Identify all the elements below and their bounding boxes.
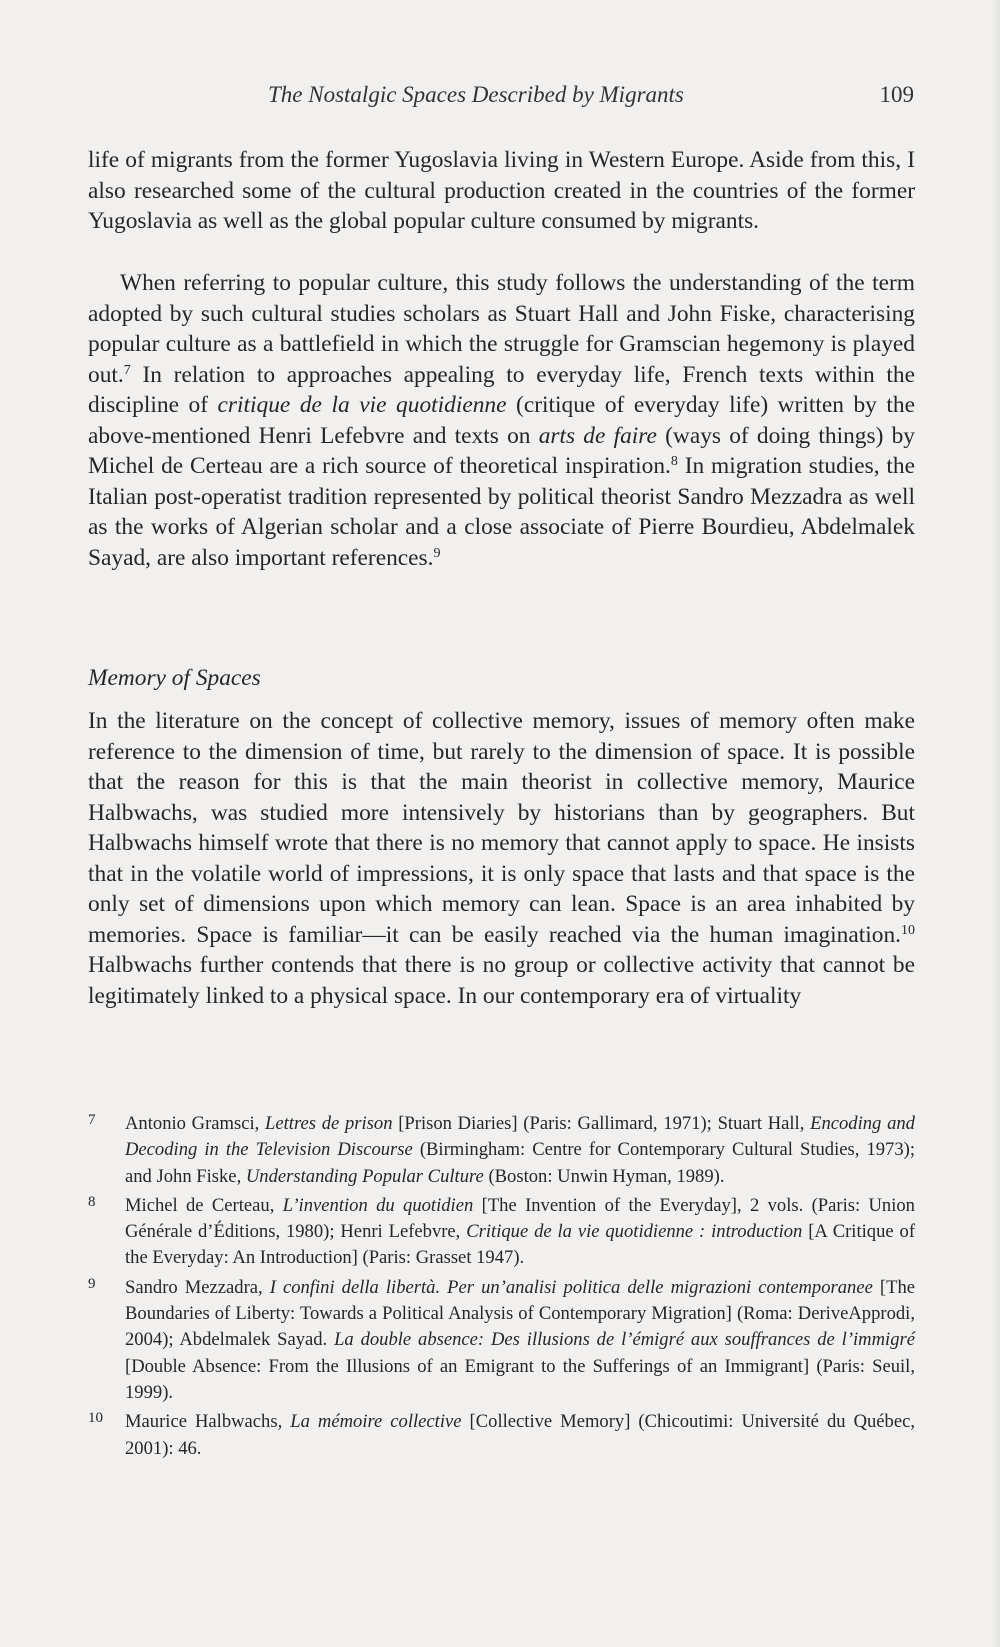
footnote-italic: Lettres de prison <box>265 1113 393 1134</box>
footnote-number: 10 <box>88 1410 103 1427</box>
footnote-number: 9 <box>88 1275 96 1292</box>
footnote-ref-8: 8 <box>670 454 678 469</box>
footnote-italic: L’invention du quotidien <box>282 1194 474 1216</box>
footnote-ref-7: 7 <box>123 362 131 378</box>
paragraph-2-italic: critique de la vie quotidienne <box>217 392 507 418</box>
footnote-italic: Encoding and Decoding in the Television Discourse <box>125 1113 915 1161</box>
footnote-ref-9: 9 <box>433 545 441 561</box>
footnote-number: 7 <box>88 1112 96 1128</box>
footnote-italic: Critique de la vie quotidienne : introduction <box>466 1221 803 1243</box>
paragraph-1: life of migrants from the former Yugoslavia living in Western Europe. Aside from this, I also researched some of the cultural production created in the countries of the former Yugoslavia as well as the global popular culture consumed by migrants. <box>88 147 915 234</box>
footnote-italic: La double absence: Des illusions de l’émigré aux souffrances de l’immigré <box>334 1329 915 1351</box>
footnote-text: Michel de Certeau, <box>125 1194 283 1216</box>
footnote-text: [The Boundaries of Liberty: Towards a Political Analysis of Contemporary Migration] (Roma: DeriveApprodi, 2004); Abdelmalek Sayad. <box>125 1276 915 1351</box>
footnote-text: [Prison Diaries] (Paris: Gallimard, 1971); Stuart Hall, <box>392 1113 811 1134</box>
footnote-text: Sandro Mezzadra, <box>125 1276 270 1298</box>
footnote-text: Antonio Gramsci, <box>125 1113 266 1134</box>
footnote-text: Maurice Halbwachs, <box>125 1411 291 1433</box>
page-number: 109 <box>879 82 914 107</box>
paragraph-2-text: When referring to popular culture, this study follows the understanding of the term adopted by such cultural studies scholars as Stuart Hall and John Fiske, characterising popular culture as a battlefield in which the struggle for Gramscian hegemony is played out. <box>88 270 915 388</box>
page-edge-shadow <box>992 0 1000 1647</box>
paragraph-3-text: Halbwachs further contends that there is no group or collective activity that cannot be legitimately linked to a physical space. In our contemporary era of virtuality <box>88 952 915 1009</box>
footnote-text: [A Critique of the Everyday: An Introduction] (Paris: Grasset 1947). <box>125 1221 916 1269</box>
running-head-title: The Nostalgic Spaces Described by Migrants <box>268 82 684 107</box>
paragraph-2-text: (critique of everyday life) written by the above-mentioned Henri Lefebvre and texts on <box>88 392 915 449</box>
footnote-italic: Understanding Popular Culture <box>245 1165 484 1187</box>
paragraph-2-italic: arts de faire <box>538 422 657 449</box>
footnote-8 <box>88 1193 915 1272</box>
footnote-text: [The Invention of the Everyday], 2 vols. (Paris: Union Générale d’Éditions, 1980); Henri Lefebvre, <box>125 1194 915 1243</box>
paragraph-2-text: In migration studies, the Italian post-operatist tradition represented by political theorist Sandro Mezzadra as well as the works of Algerian scholar and a close associate of Pierre Bourdieu, Abdelmalek Sayad, are also important references. <box>88 453 915 571</box>
footnote-9 <box>88 1275 915 1406</box>
footnote-ref-10: 10 <box>901 922 915 938</box>
footnote-text: (Boston: Unwin Hyman, 1989). <box>483 1165 725 1187</box>
footnote-text: [Collective Memory] (Chicoutimi: Université du Québec, 2001): 46. <box>125 1411 915 1459</box>
paragraph-3-text: In the literature on the concept of collective memory, issues of memory often make reference to the dimension of time, but rarely to the dimension of space. It is possible that the reason for this is that the main theorist in collective memory, Maurice Halbwachs, was studied more intensively by historians than by geographers. But Halbwachs himself wrote that there is no memory that cannot apply to space. He insists that in the volatile world of impressions, it is only space that lasts and that space is the only set of dimensions upon which memory can lean. Space is an area inhabited by memories. Space is familiar—it can be easily reached via the human imagination. <box>88 708 915 948</box>
footnote-italic: La mémoire collective <box>290 1411 462 1433</box>
paragraph-2-text: In relation to approaches appealing to everyday life, French texts within the discipline of <box>88 361 915 418</box>
footnote-text: [Double Absence: From the Illusions of an Emigrant to the Sufferings of an Immigrant] (Paris: Seuil, 1999). <box>125 1355 915 1403</box>
paragraph-2 <box>88 268 915 573</box>
running-head <box>88 82 914 112</box>
footnote-italic: I confini della libertà. Per un’analisi politica delle migrazioni contemporanee <box>269 1276 873 1298</box>
footnote-7 <box>88 1111 915 1190</box>
footnote-number: 8 <box>88 1193 96 1210</box>
paragraph-3 <box>88 706 915 1011</box>
paragraph-2-text: (ways of doing things) by Michel de Certeau are a rich source of theoretical inspiration. <box>88 422 916 479</box>
section-heading: Memory of Spaces <box>88 665 261 691</box>
footnotes <box>88 1111 915 1465</box>
footnote-text: (Birmingham: Centre for Contemporary Cultural Studies, 1973); and John Fiske, <box>125 1139 915 1187</box>
footnote-10 <box>88 1409 915 1462</box>
